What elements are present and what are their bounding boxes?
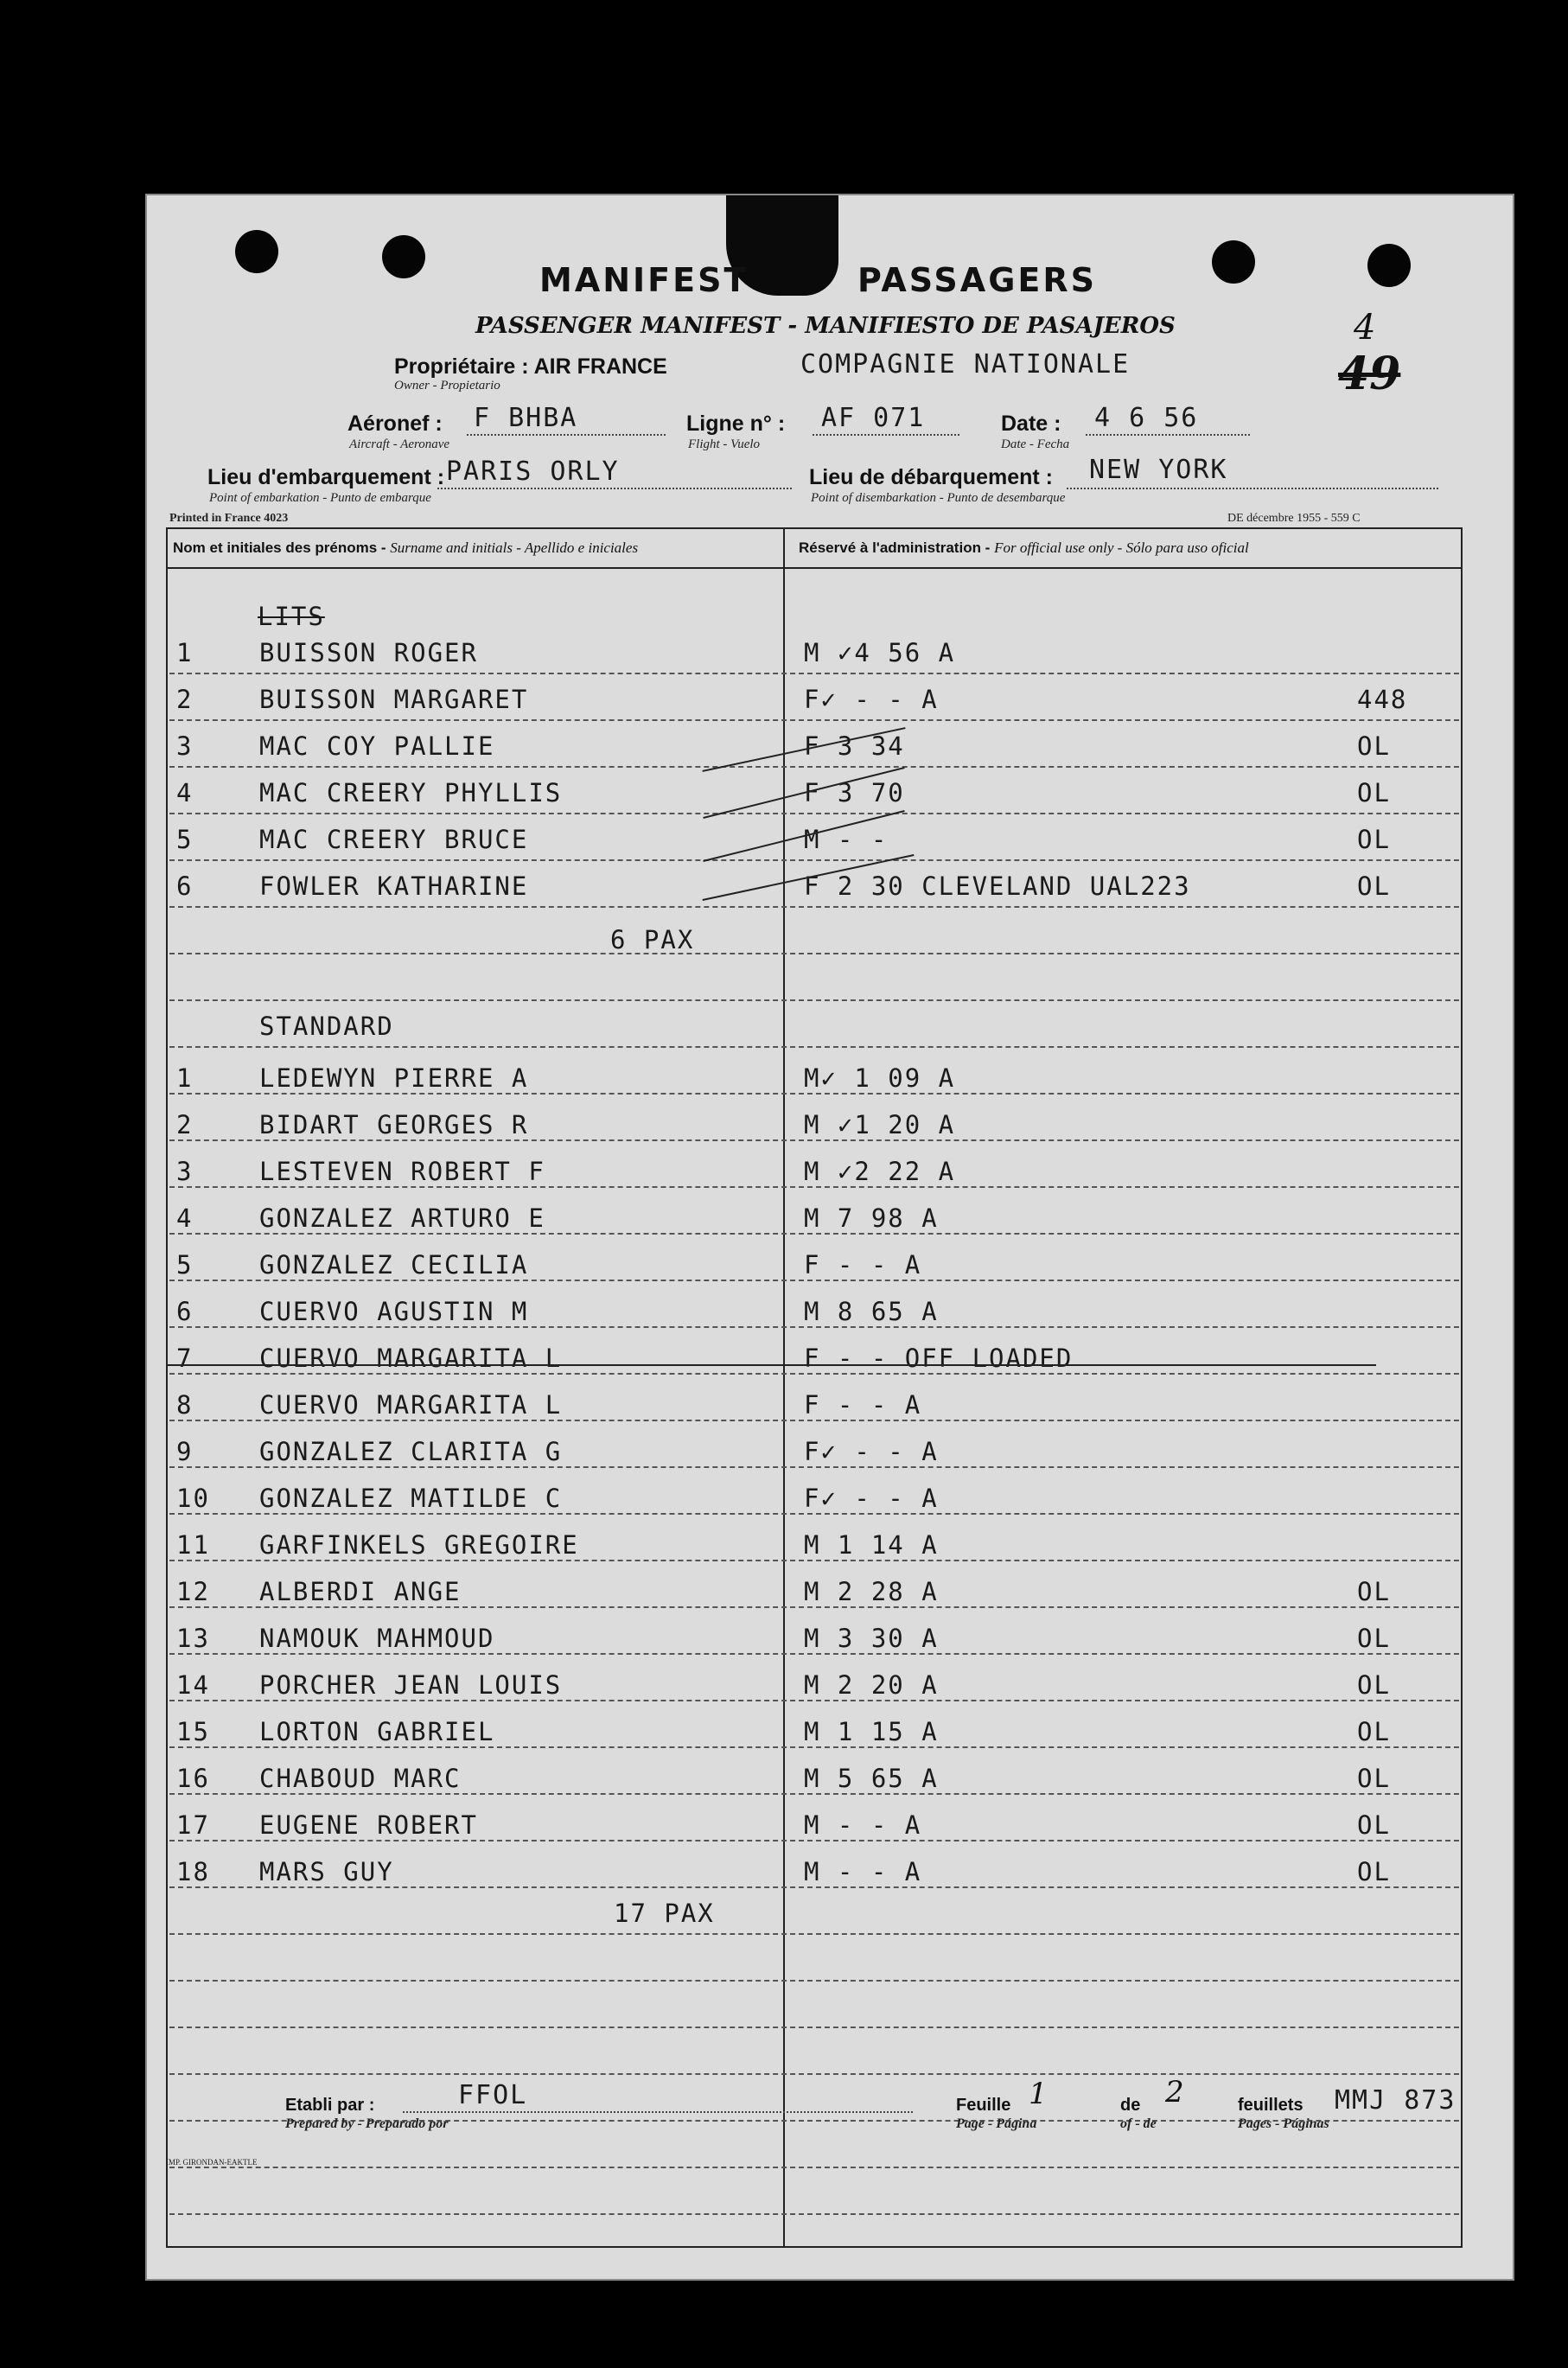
flight-label: Ligne n° : xyxy=(686,412,786,436)
standard-remark: OL xyxy=(1357,1717,1391,1746)
ruling-line xyxy=(169,1139,1459,1141)
standard-passenger-name: LEDEWYN PIERRE A xyxy=(259,1063,529,1093)
of-sublabel: of - de xyxy=(1120,2116,1157,2131)
standard-admin-entry: F - - OFF LOADED xyxy=(804,1344,1074,1373)
standard-row-number: 18 xyxy=(176,1857,210,1886)
aircraft-sublabel: Aircraft - Aeronave xyxy=(349,437,450,451)
lits-row-number: 2 xyxy=(176,685,194,714)
ruling-line xyxy=(169,1186,1459,1188)
of-value: 2 xyxy=(1165,2075,1184,2109)
ruling-line xyxy=(169,673,1459,674)
standard-passenger-name: ALBERDI ANGE xyxy=(259,1577,462,1606)
standard-passenger-name: CUERVO MARGARITA L xyxy=(259,1390,563,1420)
lits-row-number: 5 xyxy=(176,825,194,854)
standard-row-number: 5 xyxy=(176,1250,194,1280)
lits-passenger-name: FOWLER KATHARINE xyxy=(259,871,529,901)
disembark-value: NEW YORK xyxy=(1089,455,1228,485)
lits-row-number: 3 xyxy=(176,731,194,761)
standard-admin-entry: M 2 20 A xyxy=(804,1670,939,1700)
standard-row-number: 9 xyxy=(176,1437,194,1466)
ruling-line xyxy=(169,1980,1459,1982)
owner-label: Propriétaire : AIR FRANCE xyxy=(394,354,667,379)
ruling-line xyxy=(169,1700,1459,1701)
standard-admin-entry: M✓ 1 09 A xyxy=(804,1063,956,1093)
standard-admin-entry: M 5 65 A xyxy=(804,1764,939,1793)
lits-admin-entry: F 2 30 CLEVELAND UAL223 xyxy=(804,871,1191,901)
standard-passenger-name: GONZALEZ CECILIA xyxy=(259,1250,529,1280)
lits-total: 6 PAX xyxy=(610,925,695,954)
lits-passenger-name: BUISSON MARGARET xyxy=(259,685,529,714)
standard-passenger-name: LESTEVEN ROBERT F xyxy=(259,1157,545,1186)
lits-admin-entry: M - - xyxy=(804,825,889,854)
owner-value: COMPAGNIE NATIONALE xyxy=(800,349,1131,380)
standard-remark: OL xyxy=(1357,1764,1391,1793)
standard-passenger-name: GONZALEZ CLARITA G xyxy=(259,1437,563,1466)
standard-admin-entry: F✓ - - A xyxy=(804,1484,939,1513)
standard-row-number: 16 xyxy=(176,1764,210,1793)
aircraft-label: Aéronef : xyxy=(347,412,443,436)
standard-total: 17 PAX xyxy=(614,1899,715,1928)
reference-code: MMJ 873 xyxy=(1335,2085,1456,2116)
ruling-line xyxy=(169,1466,1459,1468)
ruling-line xyxy=(169,766,1459,768)
ruling-line xyxy=(169,1373,1459,1375)
lits-row-number: 1 xyxy=(176,638,194,667)
ruling-line xyxy=(169,1933,1459,1935)
standard-passenger-name: BIDART GEORGES R xyxy=(259,1110,529,1139)
standard-admin-entry: M - - A xyxy=(804,1810,922,1840)
punch-hole xyxy=(1212,240,1255,284)
lits-remark: OL xyxy=(1357,825,1391,854)
ruling-line xyxy=(169,1886,1459,1888)
lits-remark: 448 xyxy=(1357,685,1408,714)
standard-admin-entry: M 3 30 A xyxy=(804,1624,939,1653)
ruling-line xyxy=(169,1093,1459,1095)
ruling-line xyxy=(169,1606,1459,1608)
standard-row-number: 13 xyxy=(176,1624,210,1653)
section-lits: LITS xyxy=(258,602,325,631)
standard-admin-entry: M 1 15 A xyxy=(804,1717,939,1746)
ruling-line xyxy=(169,1233,1459,1235)
standard-row-number: 8 xyxy=(176,1390,194,1420)
punch-hole xyxy=(235,230,278,273)
ruling-line xyxy=(169,906,1459,908)
title-left: MANIFEST xyxy=(539,261,749,299)
ruling-line xyxy=(169,1280,1459,1281)
standard-admin-entry: M - - A xyxy=(804,1857,922,1886)
lits-remark: OL xyxy=(1357,731,1391,761)
standard-passenger-name: CUERVO AGUSTIN M xyxy=(259,1297,529,1326)
ruling-line xyxy=(169,1513,1459,1515)
standard-row-number: 14 xyxy=(176,1670,210,1700)
prepared-value: FFOL xyxy=(458,2080,528,2110)
standard-row-number: 6 xyxy=(176,1297,194,1326)
ruling-line xyxy=(169,859,1459,861)
standard-remark: OL xyxy=(1357,1810,1391,1840)
owner-sublabel: Owner - Propietario xyxy=(394,379,500,393)
standard-passenger-name: GONZALEZ ARTURO E xyxy=(259,1203,545,1233)
page-value: 1 xyxy=(1029,2077,1048,2111)
lits-remark: OL xyxy=(1357,778,1391,807)
disembark-sublabel: Point of disembarkation - Punto de desembarque xyxy=(811,491,1066,505)
lits-passenger-name: MAC COY PALLIE xyxy=(259,731,495,761)
ruling-line xyxy=(169,1046,1459,1048)
standard-row-number: 10 xyxy=(176,1484,210,1513)
column-admin-header-alt: For official use only - Sólo para uso oficial xyxy=(994,539,1249,556)
standard-row-number: 11 xyxy=(176,1530,210,1560)
standard-admin-entry: F✓ - - A xyxy=(804,1437,939,1466)
standard-passenger-name: GARFINKELS GREGOIRE xyxy=(259,1530,579,1560)
standard-admin-entry: M 8 65 A xyxy=(804,1297,939,1326)
standard-remark: OL xyxy=(1357,1624,1391,1653)
standard-admin-entry: F - - A xyxy=(804,1250,922,1280)
ruling-line xyxy=(169,2213,1459,2215)
sheets-sublabel: Pages - Páginas xyxy=(1238,2116,1329,2131)
lits-remark: OL xyxy=(1357,871,1391,901)
form-code: DE décembre 1955 - 559 C xyxy=(1227,512,1361,525)
title-right: PASSAGERS xyxy=(857,261,1097,299)
standard-admin-entry: M ✓2 22 A xyxy=(804,1157,956,1186)
ruling-line xyxy=(169,1840,1459,1841)
standard-passenger-name: EUGENE ROBERT xyxy=(259,1810,478,1840)
standard-row-number: 12 xyxy=(176,1577,210,1606)
standard-row-number: 1 xyxy=(176,1063,194,1093)
lits-row-number: 6 xyxy=(176,871,194,901)
handwritten-note-top: 4 xyxy=(1354,308,1376,348)
aircraft-value: F BHBA xyxy=(474,403,578,433)
page-label: Feuille xyxy=(956,2096,1011,2115)
ruling-line xyxy=(169,813,1459,814)
date-label: Date : xyxy=(1001,412,1061,436)
embark-label: Lieu d'embarquement : xyxy=(207,465,445,489)
ruling-line xyxy=(169,1420,1459,1421)
printer-mark: IMP. GIRONDAN-EAKTLE xyxy=(166,2158,258,2167)
standard-row-number: 2 xyxy=(176,1110,194,1139)
standard-passenger-name: NAMOUK MAHMOUD xyxy=(259,1624,495,1653)
standard-admin-entry: M 1 14 A xyxy=(804,1530,939,1560)
lits-admin-entry: F 3 34 xyxy=(804,731,905,761)
column-admin-header: Réservé à l'administration - xyxy=(799,539,991,556)
standard-remark: OL xyxy=(1357,1577,1391,1606)
embark-sublabel: Point of embarkation - Punto de embarque xyxy=(209,491,431,505)
standard-admin-entry: M ✓1 20 A xyxy=(804,1110,956,1139)
standard-admin-entry: F - - A xyxy=(804,1390,922,1420)
sheets-label: feuillets xyxy=(1238,2096,1303,2115)
standard-row-number: 3 xyxy=(176,1157,194,1186)
standard-remark: OL xyxy=(1357,1670,1391,1700)
manifest-sheet xyxy=(145,194,1514,2281)
prepared-sublabel: Prepared by - Preparado por xyxy=(285,2116,449,2131)
handwritten-page-note: 49 xyxy=(1338,348,1401,400)
standard-row-number: 17 xyxy=(176,1810,210,1840)
prepared-label: Etabli par : xyxy=(285,2096,375,2115)
standard-passenger-name: MARS GUY xyxy=(259,1857,394,1886)
lits-admin-entry: F✓ - - A xyxy=(804,685,939,714)
ruling-line xyxy=(169,1326,1459,1328)
date-value: 4 6 56 xyxy=(1094,403,1199,433)
column-names-header-alt: Surname and initials - Apellido e iniciales xyxy=(390,539,639,556)
subtitle: PASSENGER MANIFEST - MANIFIESTO DE PASAJEROS xyxy=(475,313,1176,339)
section-standard: STANDARD xyxy=(259,1012,394,1041)
standard-passenger-name: PORCHER JEAN LOUIS xyxy=(259,1670,563,1700)
ruling-line xyxy=(169,999,1459,1001)
standard-admin-entry: M 7 98 A xyxy=(804,1203,939,1233)
flight-sublabel: Flight - Vuelo xyxy=(688,437,761,451)
cancel-stroke-offloaded xyxy=(166,1364,1376,1366)
lits-passenger-name: MAC CREERY BRUCE xyxy=(259,825,529,854)
date-sublabel: Date - Fecha xyxy=(1001,437,1070,451)
ruling-line xyxy=(169,719,1459,721)
lits-passenger-name: MAC CREERY PHYLLIS xyxy=(259,778,563,807)
page-sublabel: Page - Página xyxy=(956,2116,1037,2131)
standard-row-number: 15 xyxy=(176,1717,210,1746)
ruling-line xyxy=(169,2073,1459,2075)
lits-passenger-name: BUISSON ROGER xyxy=(259,638,478,667)
punch-hole xyxy=(382,235,425,278)
ruling-line xyxy=(169,2027,1459,2028)
of-label: de xyxy=(1120,2096,1141,2115)
ruling-line xyxy=(169,2167,1459,2168)
standard-passenger-name: GONZALEZ MATILDE C xyxy=(259,1484,563,1513)
standard-passenger-name: LORTON GABRIEL xyxy=(259,1717,495,1746)
ruling-line xyxy=(169,1560,1459,1561)
printed-note: Printed in France 4023 xyxy=(169,512,289,525)
standard-row-number: 4 xyxy=(176,1203,194,1233)
standard-remark: OL xyxy=(1357,1857,1391,1886)
embark-value: PARIS ORLY xyxy=(446,456,620,487)
ruling-line xyxy=(169,1793,1459,1795)
standard-passenger-name: CHABOUD MARC xyxy=(259,1764,462,1793)
standard-passenger-name: CUERVO MARGARITA L xyxy=(259,1344,563,1373)
ruling-line xyxy=(169,1653,1459,1655)
ruling-line xyxy=(169,1746,1459,1748)
disembark-label: Lieu de débarquement : xyxy=(809,465,1053,489)
lits-row-number: 4 xyxy=(176,778,194,807)
ruling-line xyxy=(169,953,1459,954)
punch-hole xyxy=(1367,244,1411,287)
standard-row-number: 7 xyxy=(176,1344,194,1373)
lits-admin-entry: F 3 70 xyxy=(804,778,905,807)
lits-admin-entry: M ✓4 56 A xyxy=(804,638,956,667)
standard-admin-entry: M 2 28 A xyxy=(804,1577,939,1606)
flight-value: AF 071 xyxy=(821,403,926,433)
column-names-header: Nom et initiales des prénoms - xyxy=(173,539,386,556)
